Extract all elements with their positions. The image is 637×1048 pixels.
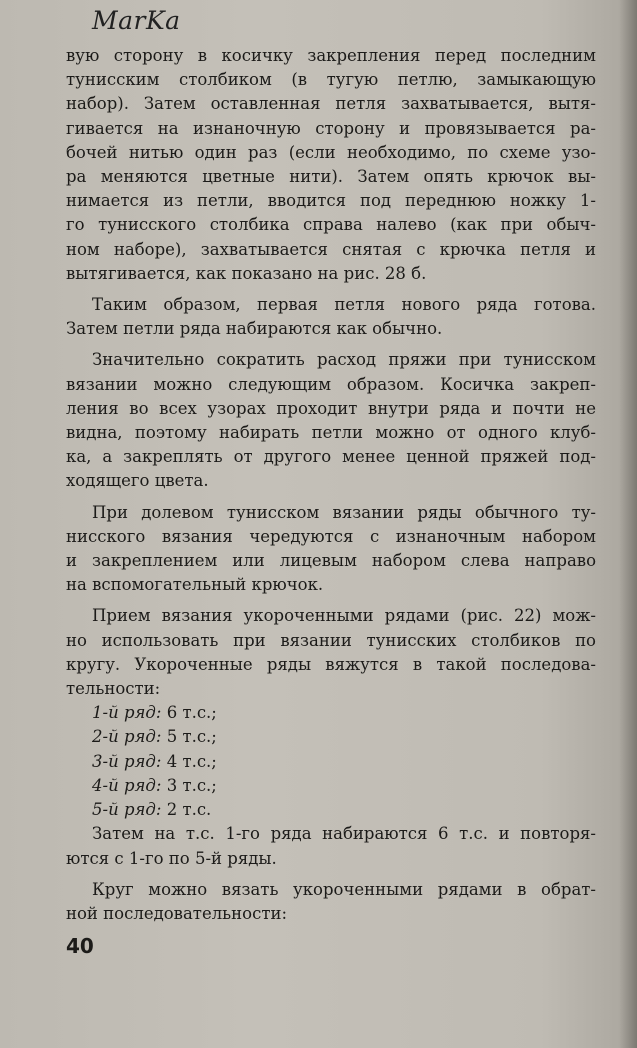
- row-value: 5 т.с.;: [166, 727, 217, 747]
- row-value: 6 т.с.;: [166, 703, 217, 723]
- text-line: тельности:: [66, 679, 161, 699]
- paragraph: [66, 501, 596, 598]
- text-line: ной последовательности:: [66, 903, 288, 923]
- row-value: 2 т.с.: [166, 800, 212, 820]
- row-entry: [66, 725, 596, 749]
- row-label: 5-й ряд:: [92, 800, 162, 820]
- row-entry: [66, 798, 596, 822]
- text-line: Значительно сократить расход пряжи при тунисском: [92, 350, 596, 370]
- paragraph: [66, 293, 596, 341]
- row-value: 4 т.с.;: [166, 751, 217, 771]
- row-label: 2-й ряд:: [92, 727, 162, 747]
- page-number: 40: [66, 934, 94, 958]
- row-list: [66, 701, 596, 822]
- text-line: набор). Затем оставленная петля захватывается, вытя-: [66, 94, 596, 114]
- watermark: MarKa: [92, 6, 181, 35]
- row-label: 1-й ряд:: [92, 703, 162, 723]
- row-value: 3 т.с.;: [166, 775, 217, 795]
- row-label: 3-й ряд:: [92, 751, 162, 771]
- text-line: нисского вязания чередуются с изнаночным набором: [66, 526, 596, 546]
- text-line: ходящего цвета.: [66, 471, 209, 491]
- text-line: на вспомогательный крючок.: [66, 575, 324, 595]
- body-text: [66, 44, 596, 926]
- text-line: Таким образом, первая петля нового ряда готова.: [92, 295, 596, 315]
- text-line: ка, а закреплять от другого менее ценной пряжей под-: [66, 447, 596, 467]
- text-line: ном наборе), захватывается снятая с крючка петля и: [66, 239, 596, 259]
- text-line: При долевом тунисском вязании ряды обычного ту-: [92, 502, 596, 522]
- row-entry: [66, 774, 596, 798]
- text-line: нимается из петли, вводится под переднюю ножку 1-: [66, 191, 596, 211]
- text-line: вую сторону в косичку закрепления перед последним: [66, 46, 596, 65]
- text-line: Круг можно вязать укороченными рядами в обрат-: [92, 879, 596, 899]
- row-label: 4-й ряд:: [92, 775, 162, 795]
- row-entry: [66, 750, 596, 774]
- text-line: Прием вязания укороченными рядами (рис. 22) мож-: [92, 606, 596, 626]
- text-line: гивается на изнаночную сторону и провязывается ра-: [66, 118, 596, 138]
- text-line: и закреплением или лицевым набором слева направо: [66, 551, 596, 571]
- text-line: но использовать при вязании тунисских столбиков по: [66, 630, 596, 650]
- paragraph: [66, 878, 596, 926]
- text-line: ра меняются цветные нити). Затем опять крючок вы-: [66, 167, 596, 187]
- row-entry: [66, 701, 596, 725]
- text-line: кругу. Укороченные ряды вяжутся в такой последова-: [66, 654, 596, 674]
- paragraph: [66, 44, 596, 286]
- paragraph: [66, 604, 596, 701]
- text-line: тунисским столбиком (в тугую петлю, замыкающую: [66, 70, 596, 90]
- text-line: вытягивается, как показано на рис. 28 б.: [66, 263, 427, 283]
- text-line: ления во всех узорах проходит внутри ряда и почти не: [66, 398, 596, 418]
- paragraph: [66, 822, 596, 870]
- paragraph: [66, 348, 596, 493]
- text-line: ются с 1-го по 5-й ряды.: [66, 848, 277, 868]
- text-line: Затем на т.с. 1-го ряда набираются 6 т.с. и повторя-: [92, 824, 596, 844]
- text-line: Затем петли ряда набираются как обычно.: [66, 319, 443, 339]
- text-line: видна, поэтому набирать петли можно от одного клуб-: [66, 423, 596, 443]
- text-line: го тунисского столбика справа налево (как при обыч-: [66, 215, 596, 235]
- text-line: бочей нитью один раз (если необходимо, по схеме узо-: [66, 142, 596, 162]
- page-spine-shadow: [619, 0, 637, 1048]
- text-line: вязании можно следующим образом. Косичка закреп-: [66, 374, 596, 394]
